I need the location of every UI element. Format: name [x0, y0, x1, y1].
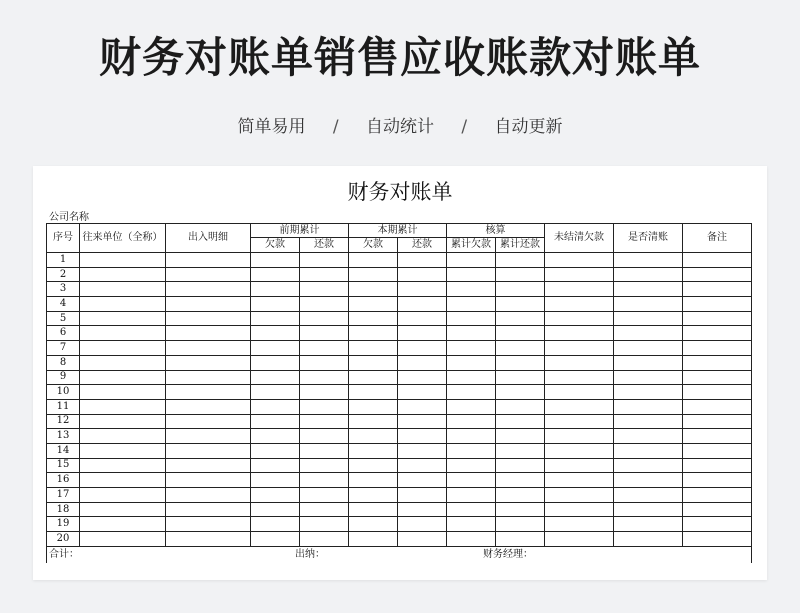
ledger-cell[interactable]	[80, 458, 166, 473]
ledger-cell[interactable]	[683, 326, 752, 341]
ledger-cell[interactable]	[683, 414, 752, 429]
ledger-cell[interactable]	[251, 297, 300, 312]
ledger-cell[interactable]	[349, 311, 398, 326]
ledger-cell[interactable]	[447, 253, 496, 268]
row-number: 15	[47, 458, 80, 473]
ledger-cell[interactable]	[496, 532, 545, 547]
ledger-cell[interactable]	[300, 502, 349, 517]
table-row	[47, 502, 752, 517]
ledger-cell[interactable]	[496, 341, 545, 356]
ledger-cell[interactable]	[614, 443, 683, 458]
ledger-cell[interactable]	[300, 341, 349, 356]
ledger-cell[interactable]	[545, 326, 614, 341]
table-row	[47, 385, 752, 400]
ledger-cell[interactable]	[300, 399, 349, 414]
ledger-cell[interactable]	[496, 253, 545, 268]
col-unsettled: 未结清欠款	[545, 224, 614, 253]
ledger-cell[interactable]	[80, 443, 166, 458]
ledger-cell[interactable]	[251, 253, 300, 268]
ledger-cell[interactable]	[683, 267, 752, 282]
ledger-cell[interactable]	[166, 385, 251, 400]
ledger-cell[interactable]	[166, 502, 251, 517]
ledger-cell[interactable]	[80, 429, 166, 444]
row-number: 16	[47, 473, 80, 488]
ledger-cell[interactable]	[80, 355, 166, 370]
table-row	[47, 532, 752, 547]
ledger-cell[interactable]	[447, 414, 496, 429]
ledger-cell[interactable]	[447, 282, 496, 297]
ledger-cell[interactable]	[683, 488, 752, 503]
ledger-cell[interactable]	[80, 326, 166, 341]
ledger-cell[interactable]	[166, 341, 251, 356]
row-number: 10	[47, 385, 80, 400]
ledger-cell[interactable]	[300, 517, 349, 532]
ledger-cell[interactable]	[166, 532, 251, 547]
ledger-cell[interactable]	[251, 532, 300, 547]
ledger-cell[interactable]	[166, 443, 251, 458]
ledger-cell[interactable]	[349, 267, 398, 282]
ledger-cell[interactable]	[251, 341, 300, 356]
ledger-cell[interactable]	[683, 473, 752, 488]
ledger-cell[interactable]	[166, 488, 251, 503]
ledger-cell[interactable]	[496, 473, 545, 488]
ledger-cell[interactable]	[545, 517, 614, 532]
ledger-cell[interactable]	[496, 458, 545, 473]
ledger-cell[interactable]	[80, 370, 166, 385]
ledger-cell[interactable]	[614, 326, 683, 341]
ledger-cell[interactable]	[614, 473, 683, 488]
row-number: 20	[47, 532, 80, 547]
ledger-cell[interactable]	[447, 370, 496, 385]
ledger-cell[interactable]	[614, 311, 683, 326]
ledger-cell[interactable]	[683, 502, 752, 517]
row-number: 19	[47, 517, 80, 532]
col-group-curr: 本期累计	[349, 224, 447, 238]
col-group-check: 核算	[447, 224, 545, 238]
ledger-cell[interactable]	[349, 341, 398, 356]
ledger-cell[interactable]	[545, 458, 614, 473]
ledger-cell[interactable]	[447, 399, 496, 414]
table-row	[47, 517, 752, 532]
ledger-cell[interactable]	[349, 282, 398, 297]
ledger-cell[interactable]	[251, 267, 300, 282]
ledger-cell[interactable]	[496, 311, 545, 326]
row-number: 6	[47, 326, 80, 341]
ledger-cell[interactable]	[614, 385, 683, 400]
ledger-cell[interactable]	[545, 297, 614, 312]
ledger-cell[interactable]	[80, 532, 166, 547]
ledger-cell[interactable]	[80, 311, 166, 326]
table-row	[47, 429, 752, 444]
ledger-cell[interactable]	[683, 443, 752, 458]
ledger-cell[interactable]	[349, 443, 398, 458]
ledger-cell[interactable]	[447, 429, 496, 444]
ledger-cell[interactable]	[300, 443, 349, 458]
ledger-cell[interactable]	[614, 253, 683, 268]
ledger-cell[interactable]	[300, 311, 349, 326]
col-group-prev: 前期累计	[251, 224, 349, 238]
ledger-cell[interactable]	[398, 385, 447, 400]
ledger-cell[interactable]	[166, 370, 251, 385]
col-acc-repay: 累计还款	[496, 238, 545, 253]
ledger-cell[interactable]	[251, 414, 300, 429]
ledger-cell[interactable]	[496, 282, 545, 297]
ledger-cell[interactable]	[300, 429, 349, 444]
table-row	[47, 311, 752, 326]
ledger-cell[interactable]	[545, 488, 614, 503]
row-number: 14	[47, 443, 80, 458]
ledger-cell[interactable]	[614, 355, 683, 370]
ledger-cell[interactable]	[545, 385, 614, 400]
table-row	[47, 267, 752, 282]
tag-auto-update: 自动更新	[494, 117, 563, 137]
ledger-cell[interactable]	[545, 429, 614, 444]
ledger-cell[interactable]	[496, 517, 545, 532]
ledger-cell[interactable]	[398, 473, 447, 488]
ledger-cell[interactable]	[251, 458, 300, 473]
ledger-cell[interactable]	[398, 502, 447, 517]
ledger-cell[interactable]	[166, 414, 251, 429]
ledger-cell[interactable]	[349, 429, 398, 444]
ledger-cell[interactable]	[614, 267, 683, 282]
ledger-cell[interactable]	[683, 385, 752, 400]
ledger-cell[interactable]	[300, 355, 349, 370]
page-title: 财务对账单销售应收账款对账单	[98, 33, 701, 82]
ledger-cell[interactable]	[349, 414, 398, 429]
sheet-title: 财务对账单	[347, 180, 453, 204]
ledger-cell[interactable]	[80, 414, 166, 429]
statement-sheet	[33, 166, 767, 580]
ledger-cell[interactable]	[614, 502, 683, 517]
tag-easy: 简单易用	[237, 117, 306, 137]
ledger-cell[interactable]	[349, 473, 398, 488]
col-prev-owe: 欠款	[251, 238, 300, 253]
ledger-cell[interactable]	[300, 326, 349, 341]
ledger-cell[interactable]	[300, 414, 349, 429]
footer-row	[47, 546, 752, 563]
ledger-cell[interactable]	[545, 502, 614, 517]
ledger-cell[interactable]	[166, 473, 251, 488]
ledger-cell[interactable]	[349, 326, 398, 341]
ledger-cell[interactable]	[496, 370, 545, 385]
table-row	[47, 443, 752, 458]
row-number: 17	[47, 488, 80, 503]
ledger-cell[interactable]	[80, 297, 166, 312]
ledger-cell[interactable]	[80, 399, 166, 414]
ledger-cell[interactable]	[349, 488, 398, 503]
ledger-cell[interactable]	[614, 282, 683, 297]
ledger-cell[interactable]	[683, 282, 752, 297]
ledger-cell[interactable]	[447, 443, 496, 458]
ledger-cell[interactable]	[447, 326, 496, 341]
ledger-cell[interactable]	[398, 517, 447, 532]
ledger-cell[interactable]	[496, 443, 545, 458]
ledger-cell[interactable]	[166, 399, 251, 414]
ledger-cell[interactable]	[251, 370, 300, 385]
table-row	[47, 414, 752, 429]
ledger-cell[interactable]	[496, 414, 545, 429]
ledger-cell[interactable]	[251, 502, 300, 517]
col-acc-owe: 累计欠款	[447, 238, 496, 253]
table-row	[47, 458, 752, 473]
ledger-cell[interactable]	[251, 443, 300, 458]
table-row	[47, 297, 752, 312]
ledger-cell[interactable]	[80, 267, 166, 282]
table-row	[47, 282, 752, 297]
table-row	[47, 473, 752, 488]
ledger-cell[interactable]	[545, 341, 614, 356]
ledger-cell[interactable]	[683, 429, 752, 444]
ledger-cell[interactable]	[398, 443, 447, 458]
ledger-cell[interactable]	[496, 355, 545, 370]
col-cleared: 是否清账	[614, 224, 683, 253]
ledger-cell[interactable]	[251, 429, 300, 444]
ledger-cell[interactable]	[300, 473, 349, 488]
col-prev-repay: 还款	[300, 238, 349, 253]
ledger-cell[interactable]	[251, 488, 300, 503]
ledger-cell[interactable]	[614, 488, 683, 503]
ledger-cell[interactable]	[80, 282, 166, 297]
ledger-cell[interactable]	[166, 267, 251, 282]
ledger-cell[interactable]	[349, 502, 398, 517]
ledger-cell[interactable]	[398, 355, 447, 370]
ledger-cell[interactable]	[349, 385, 398, 400]
ledger-cell[interactable]	[166, 253, 251, 268]
ledger-cell[interactable]	[496, 429, 545, 444]
ledger-cell[interactable]	[398, 458, 447, 473]
ledger-cell[interactable]	[300, 297, 349, 312]
ledger-cell[interactable]	[251, 282, 300, 297]
ledger-cell[interactable]	[349, 253, 398, 268]
ledger-cell[interactable]	[251, 473, 300, 488]
ledger-cell[interactable]	[398, 532, 447, 547]
ledger-cell[interactable]	[683, 370, 752, 385]
ledger-cell[interactable]	[614, 458, 683, 473]
ledger-cell[interactable]	[545, 443, 614, 458]
ledger-cell[interactable]	[614, 532, 683, 547]
ledger-cell[interactable]	[166, 517, 251, 532]
ledger-cell[interactable]	[447, 532, 496, 547]
ledger-cell[interactable]	[683, 297, 752, 312]
ledger-cell[interactable]	[545, 355, 614, 370]
ledger-cell[interactable]	[545, 473, 614, 488]
ledger-cell[interactable]	[80, 473, 166, 488]
ledger-cell[interactable]	[545, 370, 614, 385]
ledger-cell[interactable]	[496, 267, 545, 282]
ledger-cell[interactable]	[398, 429, 447, 444]
col-partner: 往来单位（全称）	[80, 224, 166, 253]
ledger-cell[interactable]	[496, 297, 545, 312]
ledger-cell[interactable]	[447, 355, 496, 370]
footer-total-label: 合计：	[49, 548, 79, 560]
ledger-cell[interactable]	[300, 532, 349, 547]
row-number: 13	[47, 429, 80, 444]
feature-tags	[0, 112, 800, 137]
ledger-cell[interactable]	[447, 458, 496, 473]
ledger-cell[interactable]	[251, 311, 300, 326]
ledger-cell[interactable]	[614, 399, 683, 414]
ledger-cell[interactable]	[166, 311, 251, 326]
ledger-cell[interactable]	[80, 502, 166, 517]
ledger-cell[interactable]	[447, 297, 496, 312]
ledger-cell[interactable]	[683, 399, 752, 414]
ledger-cell[interactable]	[496, 326, 545, 341]
ledger-cell[interactable]	[349, 517, 398, 532]
ledger-cell[interactable]	[683, 355, 752, 370]
ledger-cell[interactable]	[614, 517, 683, 532]
table-row	[47, 355, 752, 370]
ledger-cell[interactable]	[614, 297, 683, 312]
row-number: 18	[47, 502, 80, 517]
ledger-cell[interactable]	[614, 370, 683, 385]
ledger-cell[interactable]	[496, 399, 545, 414]
ledger-cell[interactable]	[300, 267, 349, 282]
row-number: 12	[47, 414, 80, 429]
ledger-cell[interactable]	[447, 488, 496, 503]
ledger-cell[interactable]	[349, 355, 398, 370]
ledger-cell[interactable]	[683, 458, 752, 473]
row-number: 3	[47, 282, 80, 297]
ledger-cell[interactable]	[251, 326, 300, 341]
ledger-cell[interactable]	[349, 370, 398, 385]
ledger-cell[interactable]	[300, 458, 349, 473]
ledger-cell[interactable]	[683, 253, 752, 268]
ledger-cell[interactable]	[398, 341, 447, 356]
ledger-cell[interactable]	[300, 253, 349, 268]
ledger-cell[interactable]	[398, 414, 447, 429]
ledger-cell[interactable]	[166, 429, 251, 444]
col-detail: 出入明细	[166, 224, 251, 253]
ledger-cell[interactable]	[398, 399, 447, 414]
company-name-label: 公司名称	[49, 212, 89, 223]
ledger-cell[interactable]	[447, 502, 496, 517]
tag-auto-stats: 自动统计	[366, 117, 434, 137]
row-number: 5	[47, 311, 80, 326]
ledger-cell[interactable]	[683, 341, 752, 356]
ledger-cell[interactable]	[398, 297, 447, 312]
ledger-cell[interactable]	[614, 341, 683, 356]
ledger-cell[interactable]	[496, 488, 545, 503]
ledger-cell[interactable]	[80, 488, 166, 503]
ledger-cell[interactable]	[349, 532, 398, 547]
ledger-cell[interactable]	[166, 297, 251, 312]
col-curr-repay: 还款	[398, 238, 447, 253]
col-remark: 备注	[683, 224, 752, 253]
ledger-cell[interactable]	[545, 414, 614, 429]
row-number: 2	[47, 267, 80, 282]
table-row	[47, 488, 752, 503]
ledger-cell[interactable]	[166, 458, 251, 473]
tag-separator: /	[332, 117, 339, 137]
ledger-cell[interactable]	[398, 326, 447, 341]
ledger-cell[interactable]	[398, 253, 447, 268]
ledger-cell[interactable]	[349, 458, 398, 473]
ledger-cell[interactable]	[447, 385, 496, 400]
ledger-cell[interactable]	[614, 429, 683, 444]
ledger-cell[interactable]	[683, 311, 752, 326]
ledger-cell[interactable]	[251, 385, 300, 400]
ledger-cell[interactable]	[80, 341, 166, 356]
table-row	[47, 399, 752, 414]
ledger-cell[interactable]	[166, 355, 251, 370]
ledger-cell[interactable]	[398, 370, 447, 385]
ledger-cell[interactable]	[251, 355, 300, 370]
table-row	[47, 253, 752, 268]
ledger-cell[interactable]	[80, 385, 166, 400]
ledger-cell[interactable]	[447, 267, 496, 282]
ledger-cell[interactable]	[398, 282, 447, 297]
row-number: 1	[47, 253, 80, 268]
ledger-cell[interactable]	[545, 399, 614, 414]
table-row	[47, 341, 752, 356]
ledger-cell[interactable]	[398, 267, 447, 282]
ledger-cell[interactable]	[80, 253, 166, 268]
ledger-cell[interactable]	[300, 282, 349, 297]
ledger-cell[interactable]	[349, 399, 398, 414]
ledger-cell[interactable]	[300, 385, 349, 400]
ledger-cell[interactable]	[80, 517, 166, 532]
ledger-cell[interactable]	[545, 282, 614, 297]
ledger-cell[interactable]	[545, 267, 614, 282]
ledger-cell[interactable]	[166, 326, 251, 341]
footer-cashier-label: 出纳：	[295, 548, 325, 560]
ledger-cell[interactable]	[300, 488, 349, 503]
ledger-cell[interactable]	[545, 253, 614, 268]
footer-manager-label: 财务经理：	[483, 548, 533, 560]
ledger-cell[interactable]	[545, 532, 614, 547]
col-seq: 序号	[47, 224, 80, 253]
ledger-table	[46, 223, 752, 563]
ledger-cell[interactable]	[398, 311, 447, 326]
row-number: 8	[47, 355, 80, 370]
col-curr-owe: 欠款	[349, 238, 398, 253]
row-number: 9	[47, 370, 80, 385]
ledger-cell[interactable]	[166, 282, 251, 297]
ledger-cell[interactable]	[300, 370, 349, 385]
ledger-cell[interactable]	[447, 341, 496, 356]
ledger-cell[interactable]	[683, 532, 752, 547]
ledger-cell[interactable]	[349, 297, 398, 312]
ledger-cell[interactable]	[398, 488, 447, 503]
ledger-cell[interactable]	[496, 502, 545, 517]
ledger-cell[interactable]	[447, 311, 496, 326]
ledger-cell[interactable]	[447, 517, 496, 532]
table-row	[47, 326, 752, 341]
ledger-cell[interactable]	[683, 517, 752, 532]
ledger-cell[interactable]	[614, 414, 683, 429]
ledger-cell[interactable]	[496, 385, 545, 400]
table-row	[47, 370, 752, 385]
row-number: 11	[47, 399, 80, 414]
ledger-cell[interactable]	[251, 517, 300, 532]
ledger-cell[interactable]	[251, 399, 300, 414]
ledger-cell[interactable]	[447, 473, 496, 488]
row-number: 7	[47, 341, 80, 356]
row-number: 4	[47, 297, 80, 312]
ledger-cell[interactable]	[545, 311, 614, 326]
tag-separator: /	[461, 117, 468, 137]
